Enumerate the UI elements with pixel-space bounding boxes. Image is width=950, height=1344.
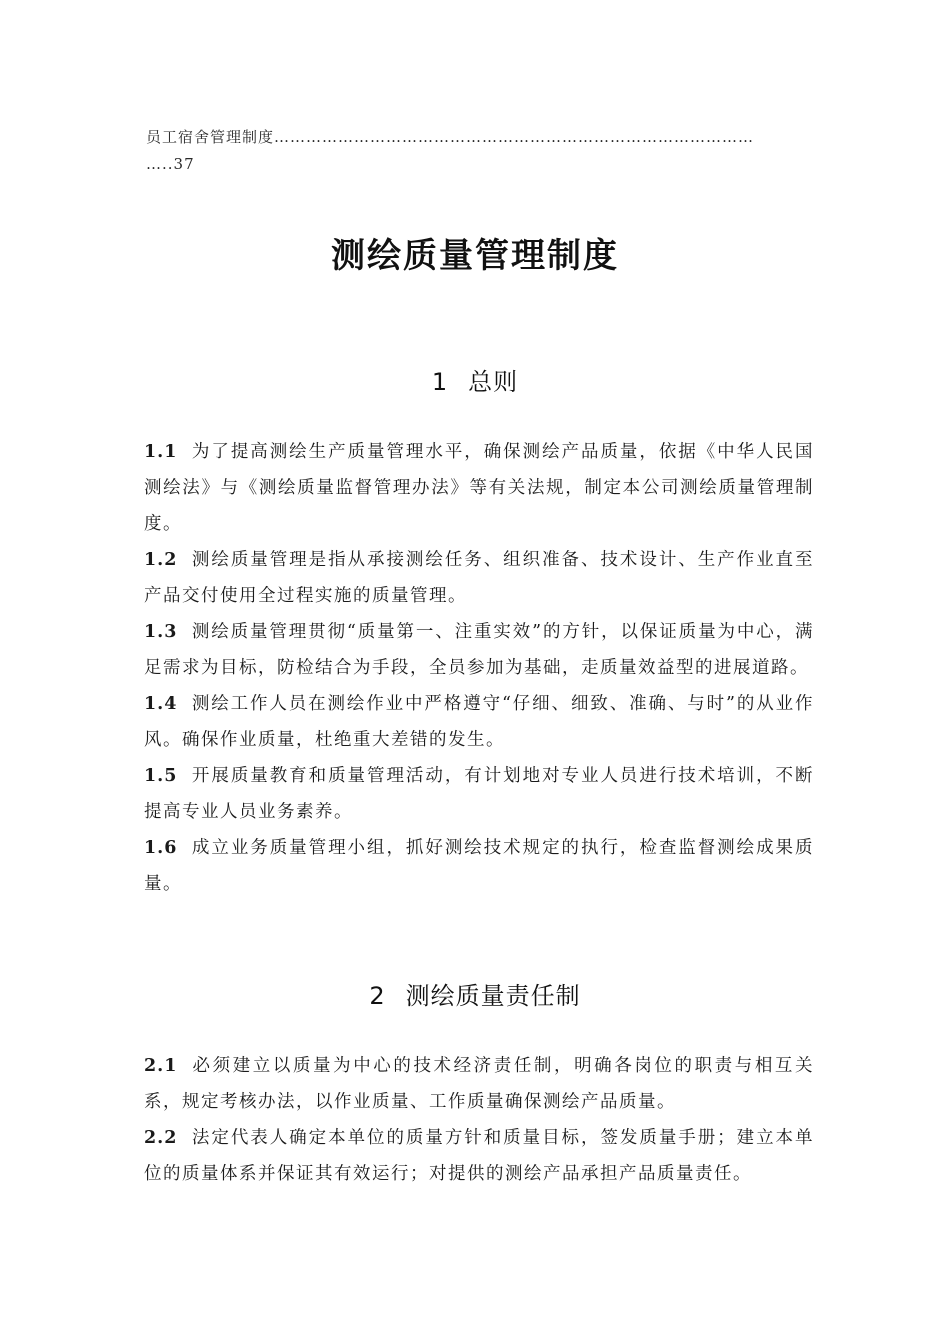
section-2-clauses [144,1048,814,1192]
toc-entry-line2: …..37 [146,155,195,173]
clause-number: 1.1 [144,442,178,462]
clause-1-5 [144,758,814,830]
clause-number: 1.4 [144,694,178,714]
section-title: 测绘质量责任制 [405,982,581,1010]
section-heading-1 [0,362,950,397]
section-1-clauses [144,434,814,902]
clause-text: 测绘质量管理贯彻“质量第一、注重实效”的方针，以保证质量为中心，满足需求为目标，防检结合为手段，全员参加为基础，走质量效益型的进展道路。 [144,622,814,678]
clause-text: 成立业务质量管理小组，抓好测绘技术规定的执行，检查监督测绘成果质量。 [144,838,814,894]
clause-number: 1.3 [144,622,178,642]
clause-number: 1.5 [144,766,178,786]
clause-text: 必须建立以质量为中心的技术经济责任制，明确各岗位的职责与相互关系，规定考核办法，以作业质量、工作质量确保测绘产品质量。 [144,1056,814,1112]
clause-1-3 [144,614,814,686]
clause-2-1 [144,1048,814,1120]
clause-1-4 [144,686,814,758]
toc-entry-line1: 员工宿舍管理制度……………………………………………………………………………… [146,128,755,146]
document-title: 测绘质量管理制度 [331,236,619,276]
clause-number: 1.2 [144,550,178,570]
section-number: 1 [431,368,449,396]
clause-number: 1.6 [144,838,178,858]
toc-entry[interactable] [146,124,816,178]
clause-text: 测绘工作人员在测绘作业中严格遵守“仔细、细致、准确、与时”的从业作风。确保作业质量，杜绝重大差错的发生。 [144,694,814,750]
clause-text: 开展质量教育和质量管理活动，有计划地对专业人员进行技术培训，不断提高专业人员业务素养。 [144,766,814,822]
clause-2-2 [144,1120,814,1192]
clause-text: 测绘质量管理是指从承接测绘任务、组织准备、技术设计、生产作业直至产品交付使用全过程实施的质量管理。 [144,550,814,606]
clause-number: 2.1 [144,1056,178,1076]
clause-1-1 [144,434,814,542]
clause-number: 2.2 [144,1128,178,1148]
clause-text: 法定代表人确定本单位的质量方针和质量目标，签发质量手册；建立本单位的质量体系并保证其有效运行；对提供的测绘产品承担产品质量责任。 [144,1128,814,1184]
section-title: 总则 [468,368,519,396]
clause-1-6 [144,830,814,902]
section-number: 2 [369,982,386,1010]
section-heading-2 [0,976,950,1011]
clause-1-2 [144,542,814,614]
clause-text: 为了提高测绘生产质量管理水平，确保测绘产品质量，依据《中华人民国测绘法》与《测绘质量监督管理办法》等有关法规，制定本公司测绘质量管理制度。 [144,442,814,534]
